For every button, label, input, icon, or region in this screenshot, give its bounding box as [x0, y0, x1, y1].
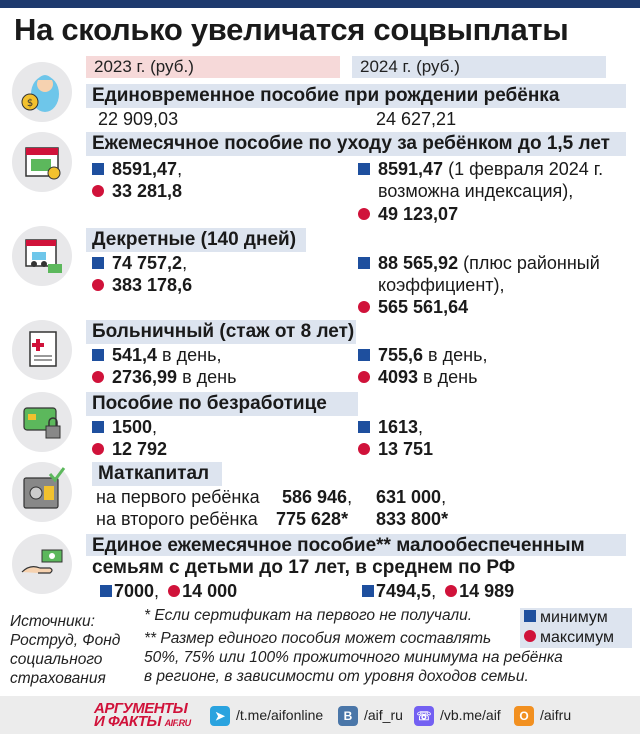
- max-marker: [445, 585, 457, 597]
- aif-logo[interactable]: АРГУМЕНТЫ И ФАКТЫ AIF.RU: [94, 700, 191, 730]
- min-marker: [92, 163, 104, 175]
- ok-icon: О: [514, 706, 534, 726]
- section-title-sick: Больничный (стаж от 8 лет): [86, 320, 356, 344]
- sick-2024-min: 755,6 в день,: [358, 344, 487, 366]
- unified-2024: 7494,5, 14 989: [362, 580, 514, 602]
- childcare-2024-max: 49 123,07: [358, 203, 458, 225]
- min-marker: [100, 585, 112, 597]
- max-marker: [358, 443, 370, 455]
- bank-card-lock-icon: [12, 392, 72, 452]
- unemployment-2024-max: 13 751: [358, 438, 433, 460]
- min-marker: [358, 257, 370, 269]
- maternity-2024-min: 88 565,92 (плюс районный: [358, 252, 600, 274]
- max-marker: [358, 208, 370, 220]
- min-marker: [92, 257, 104, 269]
- childcare-2023-min: 8591,47,: [92, 158, 182, 180]
- sick-2023-max: 2736,99 в день: [92, 366, 236, 388]
- sick-2024-max: 4093 в день: [358, 366, 477, 388]
- top-bar: [0, 0, 640, 8]
- childcare-2024-min: 8591,47 (1 февраля 2024 г.: [358, 158, 603, 180]
- matcapital-second-label: на второго ребёнка: [96, 509, 258, 529]
- matcapital-first-2023: 586 946,: [282, 487, 353, 507]
- max-marker: [92, 371, 104, 383]
- viber-link[interactable]: ☏ /vb.me/aif: [414, 705, 501, 726]
- max-marker: [358, 371, 370, 383]
- vk-icon: В: [338, 706, 358, 726]
- childcare-2024-note: возможна индексация),: [378, 181, 574, 201]
- section-title-unemployment: Пособие по безработице: [86, 392, 358, 416]
- viber-icon: ☏: [414, 706, 434, 726]
- min-marker: [92, 421, 104, 433]
- column-header-2023: 2023 г. (руб.): [86, 56, 340, 78]
- section-title-unified-2: семьям с детьми до 17 лет, в среднем по РФ: [86, 556, 626, 580]
- min-marker: [358, 349, 370, 361]
- section-title-birth: Единовременное пособие при рождении ребёнка: [86, 84, 626, 108]
- sick-2023-min: 541,4 в день,: [92, 344, 221, 366]
- column-header-2024: 2024 г. (руб.): [352, 56, 606, 78]
- legend: [520, 608, 632, 648]
- legend-min: минимум: [524, 608, 632, 628]
- safe-icon: [12, 462, 72, 522]
- section-title-childcare: Ежемесячное пособие по уходу за ребёнком до 1,5 лет: [86, 132, 626, 156]
- max-marker: [92, 279, 104, 291]
- unemployment-2023-max: 12 792: [92, 438, 167, 460]
- matcapital-second-2023: 775 628*: [276, 509, 349, 529]
- maternity-2024-note: коэффициент),: [378, 275, 505, 295]
- vk-link[interactable]: В /aif_ru: [338, 705, 403, 726]
- matcapital-first-label: на первого ребёнка: [96, 487, 260, 507]
- max-marker: [524, 630, 536, 642]
- min-marker: [524, 610, 536, 622]
- birth-2024-value: 24 627,21: [376, 109, 457, 129]
- maternity-2024-max: 565 561,64: [358, 296, 468, 318]
- max-marker: [168, 585, 180, 597]
- max-marker: [92, 443, 104, 455]
- max-marker: [92, 185, 104, 197]
- footnotes: * Если сертификат на первого не получали. ** Размер единого пособия может составлять 50%, 75% или 100% прожиточного минимума на ребёнка в регионе, в зависимости от уровня доходов семьи.: [144, 607, 563, 685]
- min-marker: [358, 421, 370, 433]
- medical-document-icon: [12, 320, 72, 380]
- telegram-link[interactable]: ➤ /t.me/aifonline: [210, 705, 323, 726]
- max-marker: [358, 301, 370, 313]
- sources: Источники: Роструд, Фонд социального страхования: [10, 613, 121, 687]
- baby-icon: [12, 62, 72, 122]
- legend-max: максимум: [524, 628, 632, 648]
- min-marker: [362, 585, 374, 597]
- section-title-unified-1: Единое ежемесячное пособие** малообеспеченным: [86, 534, 626, 558]
- unemployment-2023-min: 1500,: [92, 416, 157, 438]
- matcapital-first-2024: 631 000,: [376, 487, 447, 507]
- telegram-icon: ➤: [210, 706, 230, 726]
- ok-link[interactable]: О /aifru: [514, 705, 571, 726]
- hand-money-icon: [12, 534, 72, 594]
- unified-2023: 7000, 14 000: [100, 580, 237, 602]
- matcapital-second-2024: 833 800*: [376, 509, 449, 529]
- stroller-calendar-icon: [12, 226, 72, 286]
- maternity-2023-min: 74 757,2,: [92, 252, 187, 274]
- svg-text:$: $: [26, 98, 34, 109]
- calendar-money-icon: [12, 132, 72, 192]
- section-title-maternity: Декретные (140 дней): [86, 228, 306, 252]
- page-title: На сколько увеличатся соцвыплаты: [14, 12, 569, 47]
- min-marker: [92, 349, 104, 361]
- childcare-2023-max: 33 281,8: [92, 180, 182, 202]
- maternity-2023-max: 383 178,6: [92, 274, 192, 296]
- section-title-matcapital: Маткапитал: [92, 462, 222, 486]
- unemployment-2024-min: 1613,: [358, 416, 423, 438]
- min-marker: [358, 163, 370, 175]
- birth-2023-value: 22 909,03: [98, 109, 179, 129]
